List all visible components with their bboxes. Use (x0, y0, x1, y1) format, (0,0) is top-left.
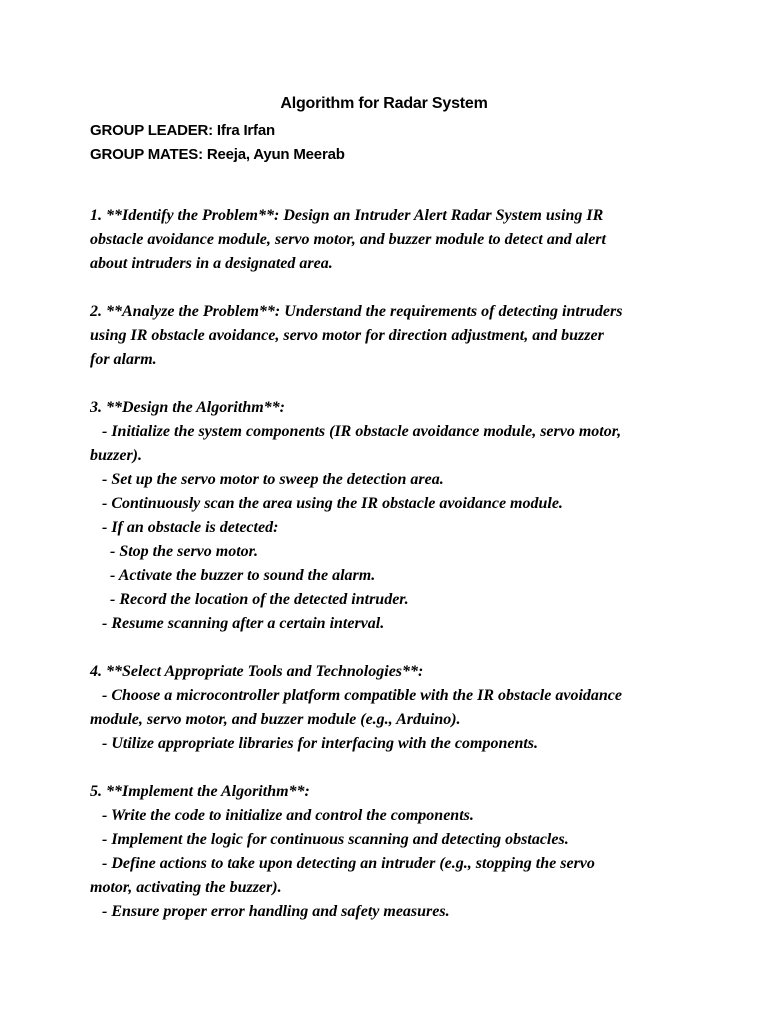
body-line: - Record the location of the detected intruder. (90, 591, 409, 608)
body-line: motor, activating the buzzer). (90, 879, 282, 896)
paragraph-gap (90, 276, 690, 300)
body-line: - Stop the servo motor. (90, 543, 259, 560)
paragraph-gap (90, 756, 690, 780)
body-line: - Activate the buzzer to sound the alarm. (90, 567, 376, 584)
body-line: using IR obstacle avoidance, servo motor for direction adjustment, and buzzer (90, 327, 604, 344)
body-line: - Resume scanning after a certain interval. (90, 615, 385, 632)
body-line: - Set up the servo motor to sweep the detection area. (90, 471, 444, 488)
paragraph-gap (90, 636, 690, 660)
body-line: buzzer). (90, 447, 143, 464)
paragraph-gap (90, 372, 690, 396)
body-line: - Continuously scan the area using the IR obstacle avoidance module. (90, 495, 563, 512)
group-mates-line: GROUP MATES: Reeja, Ayun Meerab (90, 146, 345, 163)
algorithm-body (90, 204, 690, 924)
page-title: Algorithm for Radar System (280, 95, 488, 112)
body-line: 1. **Identify the Problem**: Design an Intruder Alert Radar System using IR (90, 207, 604, 224)
body-line: for alarm. (90, 351, 157, 368)
body-line: obstacle avoidance module, servo motor, and buzzer module to detect and alert (90, 231, 606, 248)
body-line: - Ensure proper error handling and safety measures. (90, 903, 450, 920)
group-leader-line: GROUP LEADER: Ifra Irfan (90, 122, 275, 139)
body-line: - Implement the logic for continuous scanning and detecting obstacles. (90, 831, 569, 848)
body-line: - Utilize appropriate libraries for interfacing with the components. (90, 735, 539, 752)
body-line: 5. **Implement the Algorithm**: (90, 783, 310, 800)
body-line: 2. **Analyze the Problem**: Understand the requirements of detecting intruders (90, 303, 623, 320)
body-line: 4. **Select Appropriate Tools and Technologies**: (90, 663, 424, 680)
body-line: - Define actions to take upon detecting an intruder (e.g., stopping the servo (90, 855, 595, 872)
body-line: module, servo motor, and buzzer module (e.g., Arduino). (90, 711, 461, 728)
body-line: - Choose a microcontroller platform compatible with the IR obstacle avoidance (90, 687, 622, 704)
body-line: - If an obstacle is detected: (90, 519, 279, 536)
body-line: 3. **Design the Algorithm**: (90, 399, 285, 416)
body-line: - Initialize the system components (IR obstacle avoidance module, servo motor, (90, 423, 622, 440)
body-line: - Write the code to initialize and control the components. (90, 807, 474, 824)
body-line: about intruders in a designated area. (90, 255, 333, 272)
